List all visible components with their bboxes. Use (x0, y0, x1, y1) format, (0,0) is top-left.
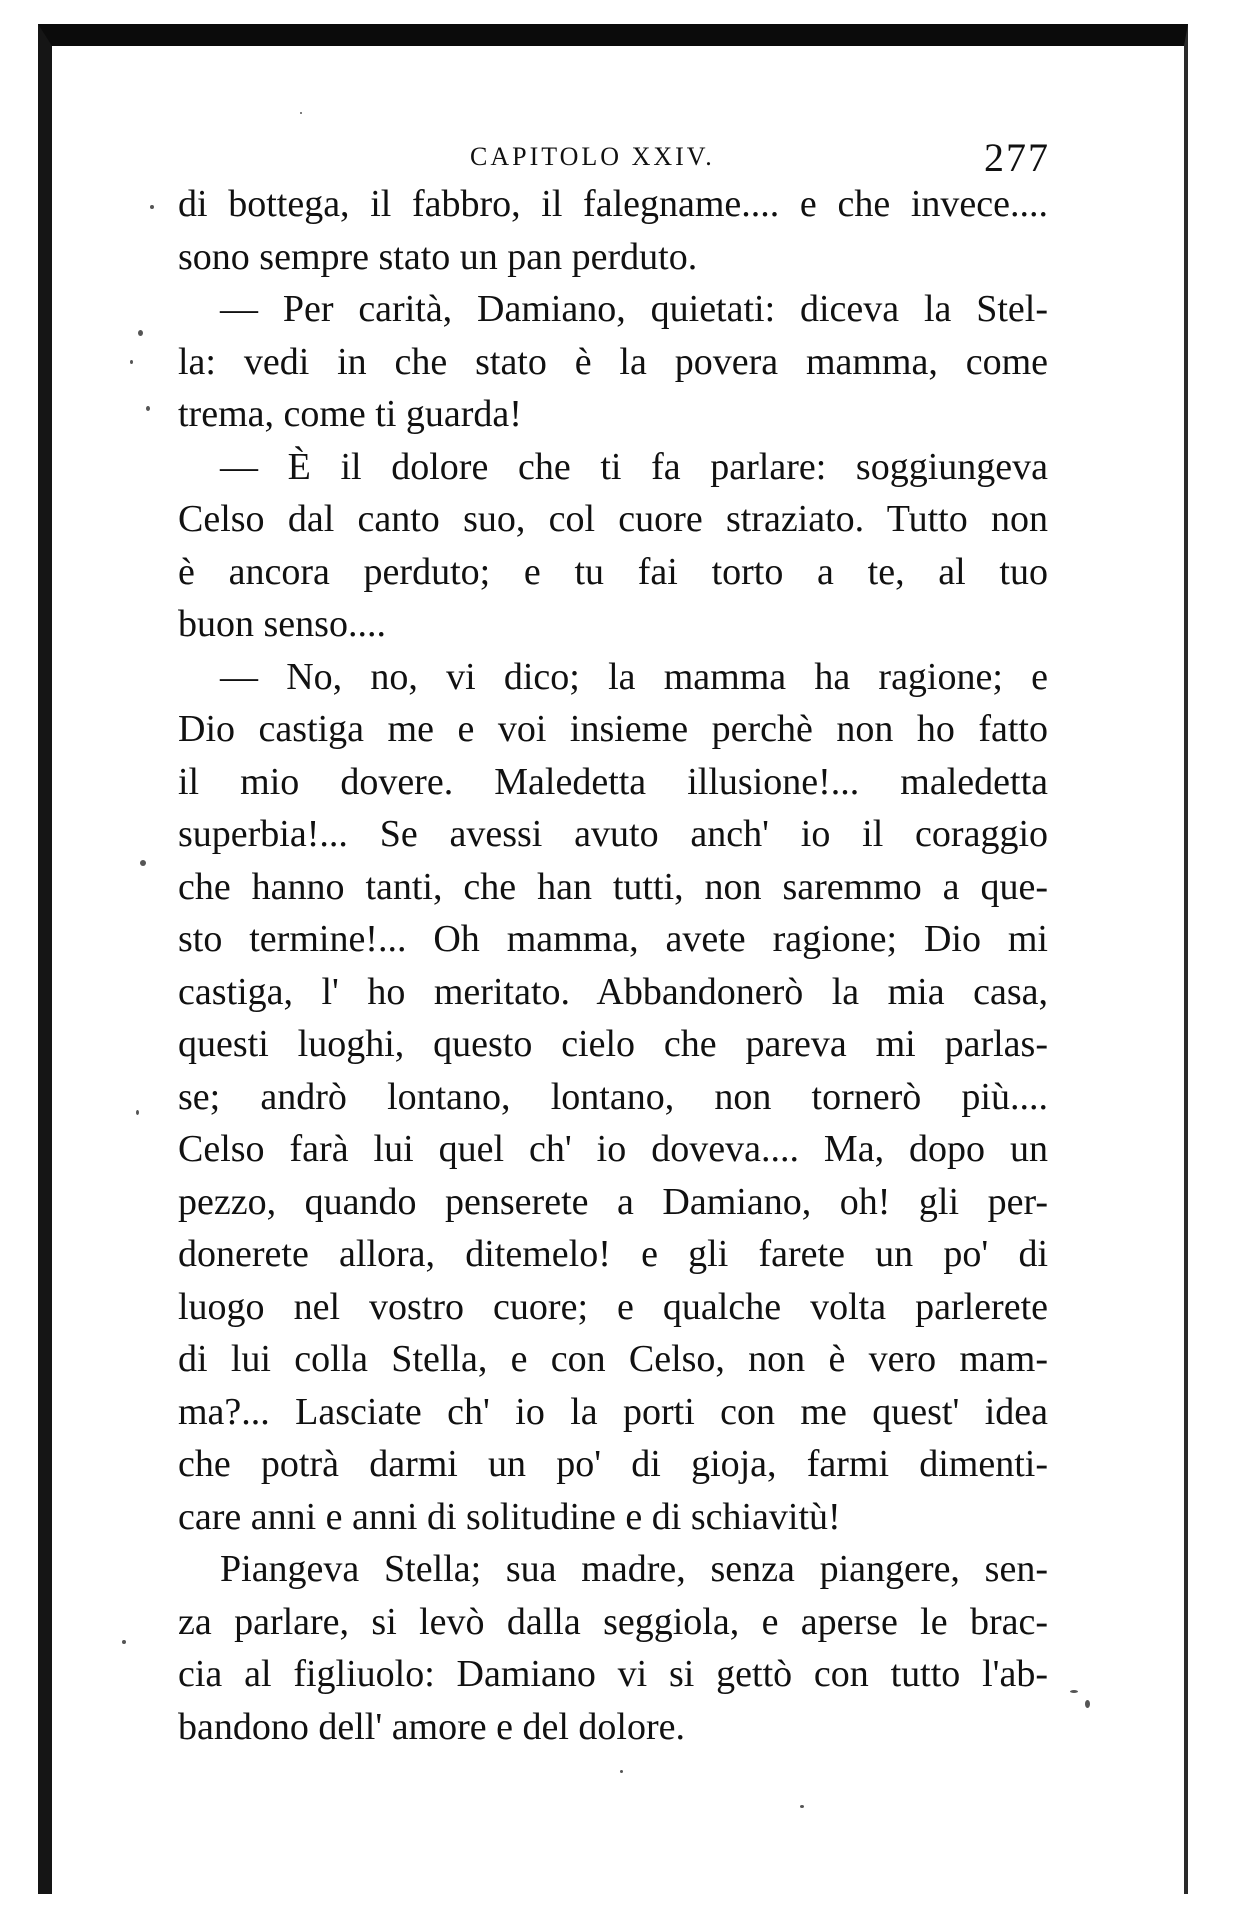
text-line: questi luoghi, questo cielo che pareva mi parlas- (178, 1023, 1048, 1065)
text-line: che potrà darmi un po' di gioja, farmi dimenti- (178, 1443, 1048, 1485)
text-line: sto termine!... Oh mamma, avete ragione; Dio mi (178, 918, 1048, 960)
text-line: luogo nel vostro cuore; e qualche volta parlerete (178, 1285, 1048, 1328)
text-line: donerete allora, ditemelo! e gli farete un po' di (178, 1233, 1048, 1275)
text-line: castiga, l' ho meritato. Abbandonerò la mia casa, (178, 970, 1048, 1013)
text-line: Piangeva Stella; sua madre, senza piangere, sen- (220, 1548, 1048, 1590)
text-line: za parlare, si levò dalla seggiola, e aperse le brac- (178, 1600, 1048, 1643)
text-line: bandono dell' amore e del dolore. (178, 1705, 686, 1748)
text-line: — È il dolore che ti fa parlare: soggiungeva (220, 445, 1048, 488)
text-line: superbia!... Se avessi avuto anch' io il coraggio (178, 813, 1048, 855)
text-line: — No, no, vi dico; la mamma ha ragione; e (220, 655, 1048, 698)
text-line: cia al figliuolo: Damiano vi si gettò con tutto l'ab- (178, 1653, 1048, 1695)
text-line: Celso dal canto suo, col cuore straziato. Tutto non (178, 498, 1048, 540)
text-line: trema, come ti guarda! (178, 393, 522, 435)
text-line: è ancora perduto; e tu fai torto a te, al tuo (178, 550, 1048, 593)
page-number: 277 (984, 135, 1050, 180)
text-line: — Per carità, Damiano, quietati: diceva la Stel- (220, 288, 1048, 330)
text-line: se; andrò lontano, lontano, non tornerò più.... (178, 1075, 1048, 1118)
text-line: buon senso.... (178, 603, 386, 645)
text-line: il mio dovere. Maledetta illusione!... maledetta (178, 760, 1048, 803)
text-line: ma?... Lasciate ch' io la porti con me quest' idea (178, 1390, 1048, 1433)
body-text (178, 178, 1048, 1753)
text-line: sono sempre stato un pan perduto. (178, 235, 698, 278)
text-line: di bottega, il fabbro, il falegname.... e che invece.... (178, 183, 1048, 225)
text-line: pezzo, quando penserete a Damiano, oh! gli per- (178, 1180, 1048, 1223)
text-line: care anni e anni di solitudine e di schiavitù! (178, 1495, 841, 1538)
text-line: Dio castiga me e voi insieme perchè non ho fatto (178, 708, 1048, 750)
page-header (170, 134, 1050, 180)
text-line: la: vedi in che stato è la povera mamma, come (178, 340, 1048, 383)
text-line: Celso farà lui quel ch' io doveva.... Ma, dopo un (178, 1128, 1048, 1170)
text-line: che hanno tanti, che han tutti, non saremmo a que- (178, 865, 1048, 908)
text-line: di lui colla Stella, e con Celso, non è vero mam- (178, 1338, 1048, 1380)
chapter-title: CAPITOLO XXIV. (470, 142, 715, 171)
